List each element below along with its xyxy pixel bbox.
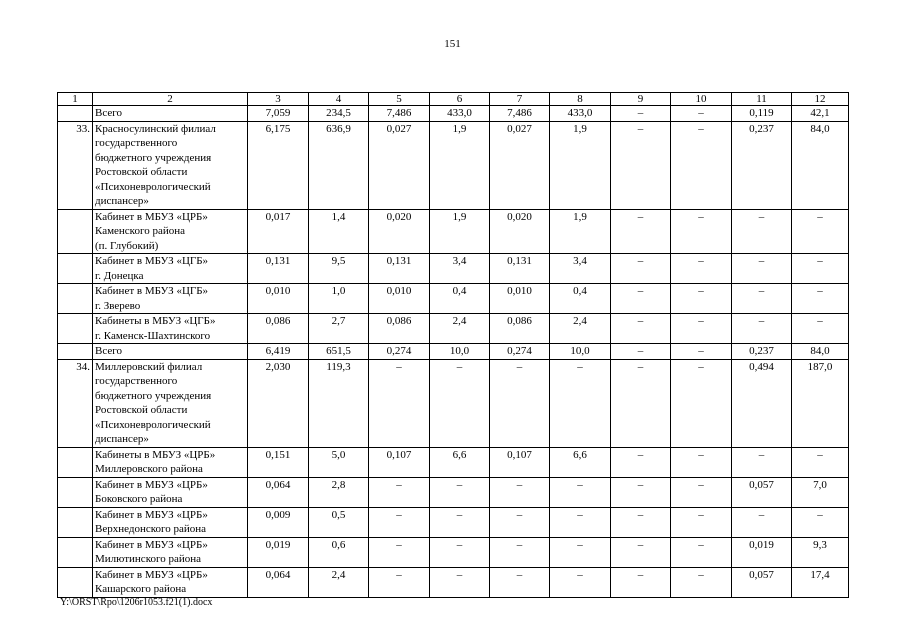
value-cell-col-7: – [490, 477, 550, 507]
value-cell-col-6: 3,4 [430, 254, 490, 284]
value-cell-col-9: – [611, 359, 671, 447]
value-cell-col-12: – [792, 209, 849, 254]
name-line: Кабинет в МБУЗ «ЦРБ» [95, 538, 208, 551]
name-line: Кабинет в МБУЗ «ЦРБ» [95, 508, 208, 521]
value-cell-col-9: – [611, 106, 671, 122]
name-line: диспансер» [95, 433, 149, 445]
name-line: бюджетного учреждения [95, 151, 212, 164]
name-line: государственного [95, 137, 178, 149]
value-cell-col-4: 119,3 [309, 359, 369, 447]
value-cell-col-3: 0,009 [248, 507, 309, 537]
value-cell-col-8: 10,0 [550, 344, 611, 360]
value-cell-col-8: 433,0 [550, 106, 611, 122]
row-number-cell [58, 284, 93, 314]
value-cell-col-5: – [369, 359, 430, 447]
value-cell-col-10: – [671, 477, 732, 507]
value-cell-col-8: – [550, 477, 611, 507]
row-number-cell [58, 209, 93, 254]
table-row [58, 477, 849, 507]
value-cell-col-10: – [671, 359, 732, 447]
name-line: г. Зверево [95, 299, 141, 312]
row-number-cell [58, 314, 93, 344]
name-line: Кабинеты в МБУЗ «ЦРБ» [95, 448, 216, 461]
value-cell-col-7: – [490, 507, 550, 537]
row-number-cell [58, 344, 93, 360]
value-cell-col-3: 0,086 [248, 314, 309, 344]
column-header: 2 [93, 93, 248, 106]
value-cell-col-11: – [732, 314, 792, 344]
value-cell-col-8: – [550, 359, 611, 447]
value-cell-col-8: 0,4 [550, 284, 611, 314]
value-cell-col-5: 0,027 [369, 121, 430, 209]
value-cell-col-5: 0,107 [369, 447, 430, 477]
value-cell-col-11: 0,494 [732, 359, 792, 447]
value-cell-col-10: – [671, 121, 732, 209]
value-cell-col-4: 2,8 [309, 477, 369, 507]
value-cell-col-5: 0,274 [369, 344, 430, 360]
value-cell-col-11: – [732, 209, 792, 254]
column-header: 8 [550, 93, 611, 106]
value-cell-col-4: 9,5 [309, 254, 369, 284]
column-header: 4 [309, 93, 369, 106]
data-table [57, 92, 849, 598]
row-number-cell [58, 106, 93, 122]
value-cell-col-10: – [671, 567, 732, 597]
value-cell-col-3: 0,010 [248, 284, 309, 314]
value-cell-col-6: 433,0 [430, 106, 490, 122]
column-header: 7 [490, 93, 550, 106]
value-cell-col-3: 0,151 [248, 447, 309, 477]
value-cell-col-10: – [671, 314, 732, 344]
institution-name-cell [93, 537, 248, 567]
value-cell-col-6: 6,6 [430, 447, 490, 477]
value-cell-col-3: 0,131 [248, 254, 309, 284]
column-header: 11 [732, 93, 792, 106]
value-cell-col-6: – [430, 507, 490, 537]
institution-name-cell [93, 507, 248, 537]
value-cell-col-3: 6,419 [248, 344, 309, 360]
value-cell-col-5: 0,086 [369, 314, 430, 344]
table-row [58, 106, 849, 122]
value-cell-col-9: – [611, 567, 671, 597]
table-row [58, 447, 849, 477]
table-row [58, 507, 849, 537]
value-cell-col-4: 0,6 [309, 537, 369, 567]
value-cell-col-12: 7,0 [792, 477, 849, 507]
row-number-cell [58, 537, 93, 567]
value-cell-col-7: – [490, 359, 550, 447]
name-line: Верхнедонского района [95, 523, 207, 535]
value-cell-col-4: 2,7 [309, 314, 369, 344]
row-number-cell: 33. [58, 121, 93, 209]
name-line: диспансер» [95, 195, 149, 207]
value-cell-col-6: – [430, 477, 490, 507]
name-line: Кабинеты в МБУЗ «ЦГБ» [95, 315, 216, 327]
value-cell-col-11: – [732, 447, 792, 477]
value-cell-col-6: 10,0 [430, 344, 490, 360]
value-cell-col-7: 0,131 [490, 254, 550, 284]
institution-name-cell [93, 344, 248, 360]
name-line: Кабинет в МБУЗ «ЦРБ» [95, 210, 208, 223]
value-cell-col-11: – [732, 284, 792, 314]
name-line: г. Каменск-Шахтинского [95, 329, 211, 342]
value-cell-col-6: – [430, 567, 490, 597]
table-row [58, 121, 849, 209]
value-cell-col-12: – [792, 507, 849, 537]
name-line: Ростовской области [95, 166, 188, 178]
footer-file-path: Y:\ORST\Rpo\1206r1053.f21(1).docx [60, 597, 213, 608]
value-cell-col-10: – [671, 254, 732, 284]
value-cell-col-8: 6,6 [550, 447, 611, 477]
value-cell-col-3: 6,175 [248, 121, 309, 209]
value-cell-col-11: 0,057 [732, 477, 792, 507]
institution-name-cell [93, 567, 248, 597]
value-cell-col-6: 1,9 [430, 209, 490, 254]
name-line: Красносулинский филиал [95, 122, 216, 135]
value-cell-col-3: 7,059 [248, 106, 309, 122]
name-line: Всего [95, 107, 122, 119]
column-header: 3 [248, 93, 309, 106]
row-number-cell [58, 447, 93, 477]
name-line: г. Донецка [95, 269, 144, 282]
value-cell-col-5: 7,486 [369, 106, 430, 122]
value-cell-col-11: 0,057 [732, 567, 792, 597]
table-row [58, 537, 849, 567]
value-cell-col-7: – [490, 537, 550, 567]
value-cell-col-5: 0,131 [369, 254, 430, 284]
value-cell-col-4: 5,0 [309, 447, 369, 477]
value-cell-col-5: – [369, 537, 430, 567]
name-line: Миллеровского района [95, 463, 203, 475]
institution-name-cell [93, 477, 248, 507]
value-cell-col-10: – [671, 284, 732, 314]
name-line: Всего [95, 345, 122, 357]
value-cell-col-7: 0,086 [490, 314, 550, 344]
value-cell-col-12: – [792, 254, 849, 284]
institution-name-cell [93, 209, 248, 254]
header-row [58, 93, 849, 106]
value-cell-col-8: 2,4 [550, 314, 611, 344]
name-line: Боковского района [95, 493, 183, 505]
value-cell-col-5: 0,020 [369, 209, 430, 254]
institution-name-cell [93, 106, 248, 122]
name-line: государственного [95, 375, 178, 387]
value-cell-col-12: 84,0 [792, 121, 849, 209]
value-cell-col-6: – [430, 537, 490, 567]
row-number-cell [58, 477, 93, 507]
value-cell-col-7: 0,107 [490, 447, 550, 477]
column-header: 10 [671, 93, 732, 106]
value-cell-col-8: 1,9 [550, 121, 611, 209]
value-cell-col-8: – [550, 537, 611, 567]
table-row [58, 209, 849, 254]
name-line: Кабинет в МБУЗ «ЦГБ» [95, 285, 209, 297]
value-cell-col-3: 0,064 [248, 567, 309, 597]
row-number-cell: 34. [58, 359, 93, 447]
value-cell-col-5: – [369, 477, 430, 507]
row-number-cell [58, 254, 93, 284]
value-cell-col-9: – [611, 254, 671, 284]
value-cell-col-5: – [369, 507, 430, 537]
value-cell-col-4: 636,9 [309, 121, 369, 209]
value-cell-col-9: – [611, 507, 671, 537]
value-cell-col-3: 0,019 [248, 537, 309, 567]
institution-name-cell [93, 254, 248, 284]
value-cell-col-3: 2,030 [248, 359, 309, 447]
value-cell-col-12: – [792, 447, 849, 477]
value-cell-col-4: 651,5 [309, 344, 369, 360]
value-cell-col-11: 0,237 [732, 121, 792, 209]
institution-name-cell [93, 447, 248, 477]
value-cell-col-10: – [671, 447, 732, 477]
table-row [58, 284, 849, 314]
value-cell-col-5: – [369, 567, 430, 597]
value-cell-col-9: – [611, 209, 671, 254]
value-cell-col-7: 0,274 [490, 344, 550, 360]
column-header: 9 [611, 93, 671, 106]
name-line: Милютинского района [95, 553, 202, 565]
page-number: 151 [444, 38, 461, 50]
value-cell-col-7: 7,486 [490, 106, 550, 122]
name-line: Ростовской области [95, 404, 188, 416]
table-row [58, 567, 849, 597]
institution-name-cell [93, 121, 248, 209]
value-cell-col-6: 2,4 [430, 314, 490, 344]
table-row [58, 254, 849, 284]
value-cell-col-11: – [732, 254, 792, 284]
value-cell-col-9: – [611, 447, 671, 477]
value-cell-col-12: 84,0 [792, 344, 849, 360]
value-cell-col-10: – [671, 106, 732, 122]
value-cell-col-10: – [671, 209, 732, 254]
name-line: бюджетного учреждения [95, 389, 212, 402]
institution-name-cell [93, 314, 248, 344]
name-line: Кабинет в МБУЗ «ЦРБ» [95, 478, 208, 491]
name-line: Миллеровский филиал [95, 360, 203, 373]
value-cell-col-4: 1,0 [309, 284, 369, 314]
value-cell-col-7: – [490, 567, 550, 597]
name-line: «Психоневрологический [95, 418, 211, 431]
value-cell-col-12: – [792, 284, 849, 314]
value-cell-col-9: – [611, 537, 671, 567]
value-cell-col-9: – [611, 314, 671, 344]
column-header: 5 [369, 93, 430, 106]
value-cell-col-10: – [671, 344, 732, 360]
value-cell-col-6: 1,9 [430, 121, 490, 209]
value-cell-col-12: 17,4 [792, 567, 849, 597]
table-body [58, 93, 849, 598]
table-row [58, 344, 849, 360]
value-cell-col-4: 234,5 [309, 106, 369, 122]
value-cell-col-9: – [611, 344, 671, 360]
value-cell-col-9: – [611, 284, 671, 314]
name-line: Кабинет в МБУЗ «ЦГБ» [95, 255, 209, 267]
value-cell-col-11: 0,019 [732, 537, 792, 567]
value-cell-col-4: 2,4 [309, 567, 369, 597]
name-line: «Психоневрологический [95, 180, 211, 193]
value-cell-col-4: 1,4 [309, 209, 369, 254]
value-cell-col-7: 0,020 [490, 209, 550, 254]
value-cell-col-3: 0,017 [248, 209, 309, 254]
column-header: 12 [792, 93, 849, 106]
value-cell-col-7: 0,027 [490, 121, 550, 209]
name-line: Кашарского района [95, 583, 187, 595]
row-number-cell [58, 507, 93, 537]
value-cell-col-6: 0,4 [430, 284, 490, 314]
row-number-cell [58, 567, 93, 597]
value-cell-col-8: – [550, 567, 611, 597]
value-cell-col-12: 42,1 [792, 106, 849, 122]
institution-name-cell [93, 359, 248, 447]
name-line: Каменского района [95, 225, 185, 237]
value-cell-col-11: 0,237 [732, 344, 792, 360]
value-cell-col-8: 1,9 [550, 209, 611, 254]
value-cell-col-11: 0,119 [732, 106, 792, 122]
value-cell-col-6: – [430, 359, 490, 447]
table-row [58, 359, 849, 447]
column-header: 6 [430, 93, 490, 106]
table-row [58, 314, 849, 344]
value-cell-col-12: 187,0 [792, 359, 849, 447]
value-cell-col-9: – [611, 477, 671, 507]
value-cell-col-9: – [611, 121, 671, 209]
institution-name-cell [93, 284, 248, 314]
name-line: (п. Глубокий) [95, 239, 159, 252]
value-cell-col-5: 0,010 [369, 284, 430, 314]
value-cell-col-11: – [732, 507, 792, 537]
value-cell-col-4: 0,5 [309, 507, 369, 537]
value-cell-col-12: 9,3 [792, 537, 849, 567]
value-cell-col-10: – [671, 507, 732, 537]
value-cell-col-3: 0,064 [248, 477, 309, 507]
value-cell-col-8: 3,4 [550, 254, 611, 284]
value-cell-col-10: – [671, 537, 732, 567]
value-cell-col-8: – [550, 507, 611, 537]
value-cell-col-12: – [792, 314, 849, 344]
name-line: Кабинет в МБУЗ «ЦРБ» [95, 568, 208, 581]
column-header: 1 [58, 93, 93, 106]
value-cell-col-7: 0,010 [490, 284, 550, 314]
